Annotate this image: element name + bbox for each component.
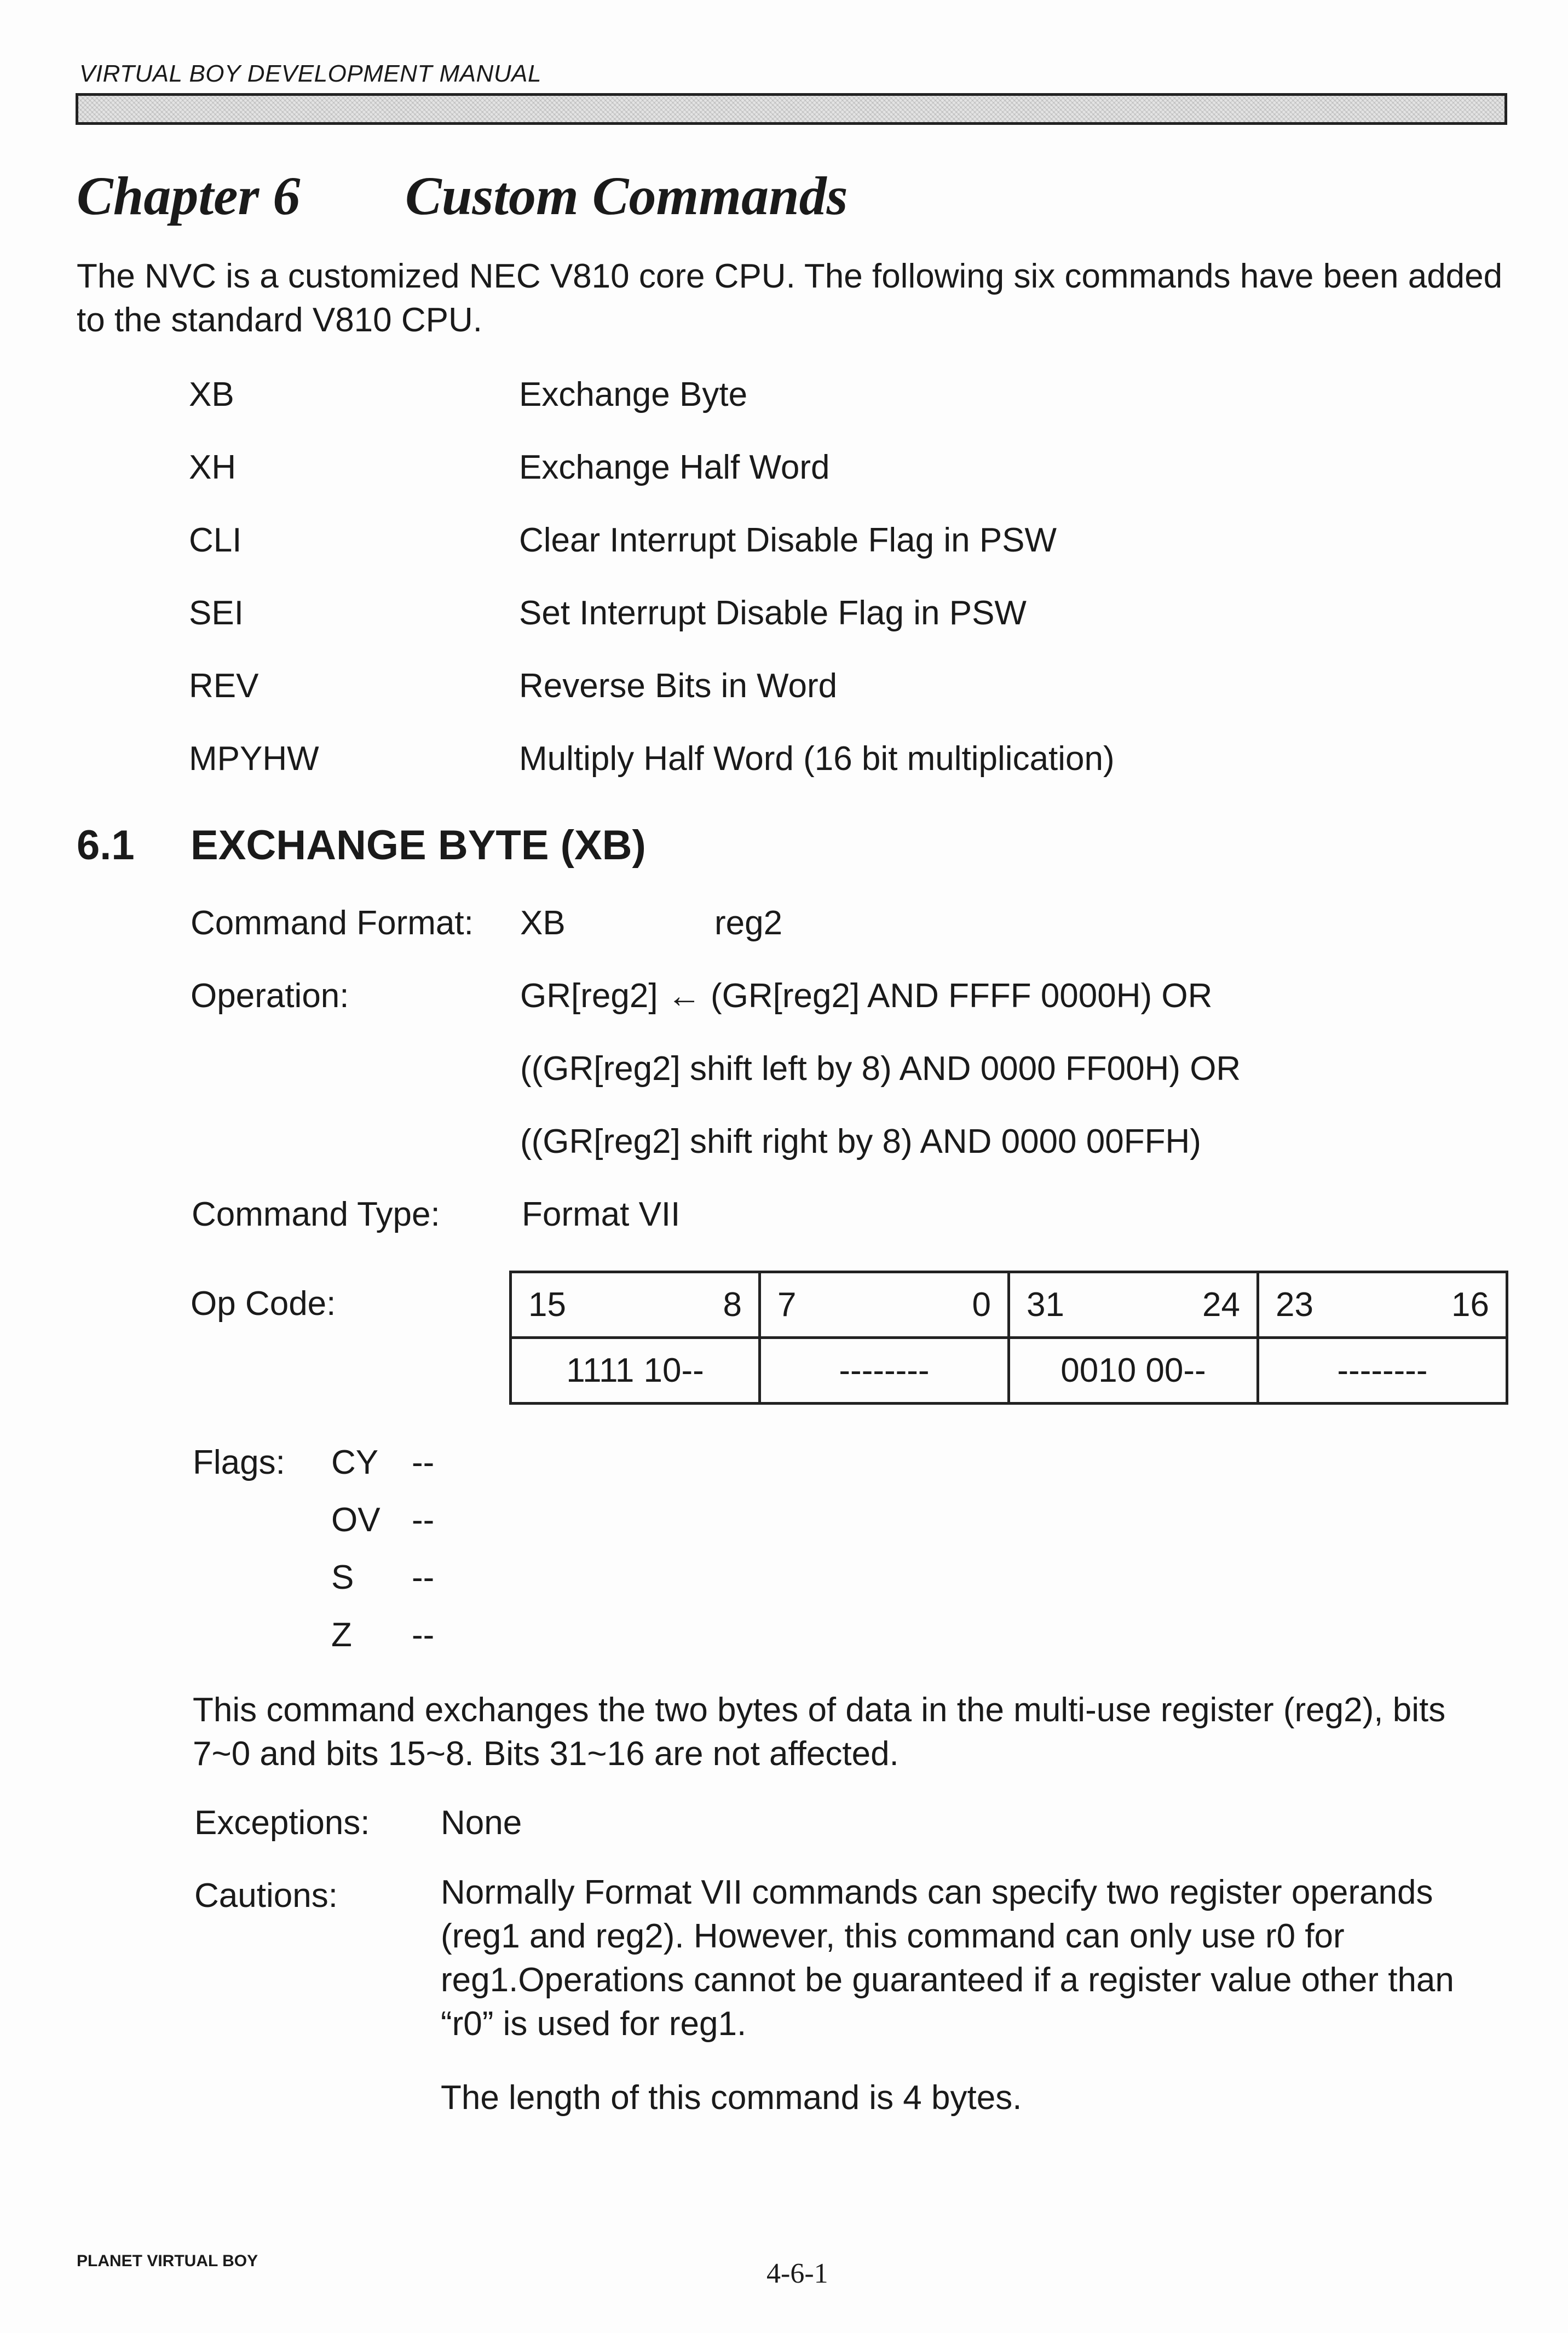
command-mnemonic: XB: [189, 376, 234, 413]
cautions-label: Cautions:: [194, 1877, 338, 1915]
command-mnemonic: MPYHW: [189, 740, 319, 778]
flag-name: OV: [331, 1501, 381, 1539]
operation-line: GR[reg2] ← (GR[reg2] AND FFFF 0000H) OR: [520, 977, 1213, 1015]
command-description: Set Interrupt Disable Flag in PSW: [519, 594, 1027, 632]
command-mnemonic: XH: [189, 449, 237, 486]
bit-low: 8: [723, 1286, 742, 1324]
opcode-bit-header-row: [511, 1272, 1507, 1338]
command-type-value: Format VII: [522, 1196, 681, 1233]
opcode-value: --------: [760, 1338, 1009, 1404]
exceptions-value: None: [441, 1804, 522, 1842]
chapter-number: Chapter 6: [77, 165, 301, 226]
running-header: VIRTUAL BOY DEVELOPMENT MANUAL: [79, 60, 541, 87]
bit-high: 31: [1027, 1286, 1064, 1324]
opcode-value: --------: [1258, 1338, 1507, 1404]
command-format-mnemonic: XB: [520, 904, 566, 942]
command-description: Exchange Byte: [519, 376, 748, 413]
opcode-table: [509, 1271, 1508, 1405]
command-description: Exchange Half Word: [519, 449, 830, 486]
command-description: Reverse Bits in Word: [519, 667, 838, 705]
description-paragraph: This command exchanges the two bytes of data in the multi-use register (reg2), bits 7~0 and bits 15~8. Bits 31~16 are not affected.: [193, 1691, 1446, 1773]
opcode-label: Op Code:: [191, 1285, 336, 1323]
opcode-value: 1111 10--: [511, 1338, 760, 1404]
header-rule-bar: [76, 93, 1507, 125]
bit-high: 7: [777, 1286, 797, 1324]
flag-value: --: [412, 1559, 435, 1596]
footer-publisher: PLANET VIRTUAL BOY: [77, 2252, 258, 2270]
flag-value: --: [412, 1501, 435, 1539]
command-format-label: Command Format:: [191, 904, 474, 942]
opcode-bit-range: [760, 1272, 1009, 1338]
bit-low: 0: [972, 1286, 991, 1324]
flag-name: S: [331, 1559, 354, 1596]
flags-label: Flags:: [193, 1444, 285, 1481]
bit-high: 23: [1276, 1286, 1313, 1324]
flag-name: CY: [331, 1444, 379, 1481]
command-mnemonic: CLI: [189, 521, 242, 559]
chapter-title: Custom Commands: [405, 165, 848, 226]
operation-line: ((GR[reg2] shift right by 8) AND 0000 00FFH): [520, 1123, 1201, 1160]
cautions-paragraph: Normally Format VII commands can specify two register operands (reg1 and reg2). However, this command can only use r0 for reg1.Operations cannot be guaranteed if a register value other than “r0” is used for reg1.: [441, 1874, 1454, 2043]
length-note: The length of this command is 4 bytes.: [441, 2079, 1022, 2117]
command-type-label: Command Type:: [192, 1196, 440, 1233]
operation-label: Operation:: [191, 977, 349, 1015]
bit-high: 15: [528, 1286, 566, 1324]
opcode-bit-range: [1009, 1272, 1258, 1338]
section-number: 6.1: [77, 822, 135, 869]
opcode-bit-range: [511, 1272, 760, 1338]
command-description: Clear Interrupt Disable Flag in PSW: [519, 521, 1057, 559]
command-mnemonic: REV: [189, 667, 259, 705]
opcode-bit-range: [1258, 1272, 1507, 1338]
opcode-value-row: [511, 1338, 1507, 1404]
intro-paragraph: The NVC is a customized NEC V810 core CPU. The following six commands have been added to the standard V810 CPU.: [77, 257, 1503, 339]
opcode-value: 0010 00--: [1009, 1338, 1258, 1404]
operation-line: ((GR[reg2] shift left by 8) AND 0000 FF00H) OR: [520, 1050, 1241, 1088]
flag-value: --: [412, 1444, 435, 1481]
section-title: EXCHANGE BYTE (XB): [191, 822, 646, 869]
command-format-operand: reg2: [714, 904, 783, 942]
command-mnemonic: SEI: [189, 594, 244, 632]
bit-low: 16: [1451, 1286, 1489, 1324]
exceptions-label: Exceptions:: [194, 1804, 370, 1842]
command-description: Multiply Half Word (16 bit multiplication): [519, 740, 1115, 778]
flag-name: Z: [331, 1616, 352, 1654]
flag-value: --: [412, 1616, 435, 1654]
bit-low: 24: [1202, 1286, 1240, 1324]
page-number: 4-6-1: [766, 2258, 828, 2289]
